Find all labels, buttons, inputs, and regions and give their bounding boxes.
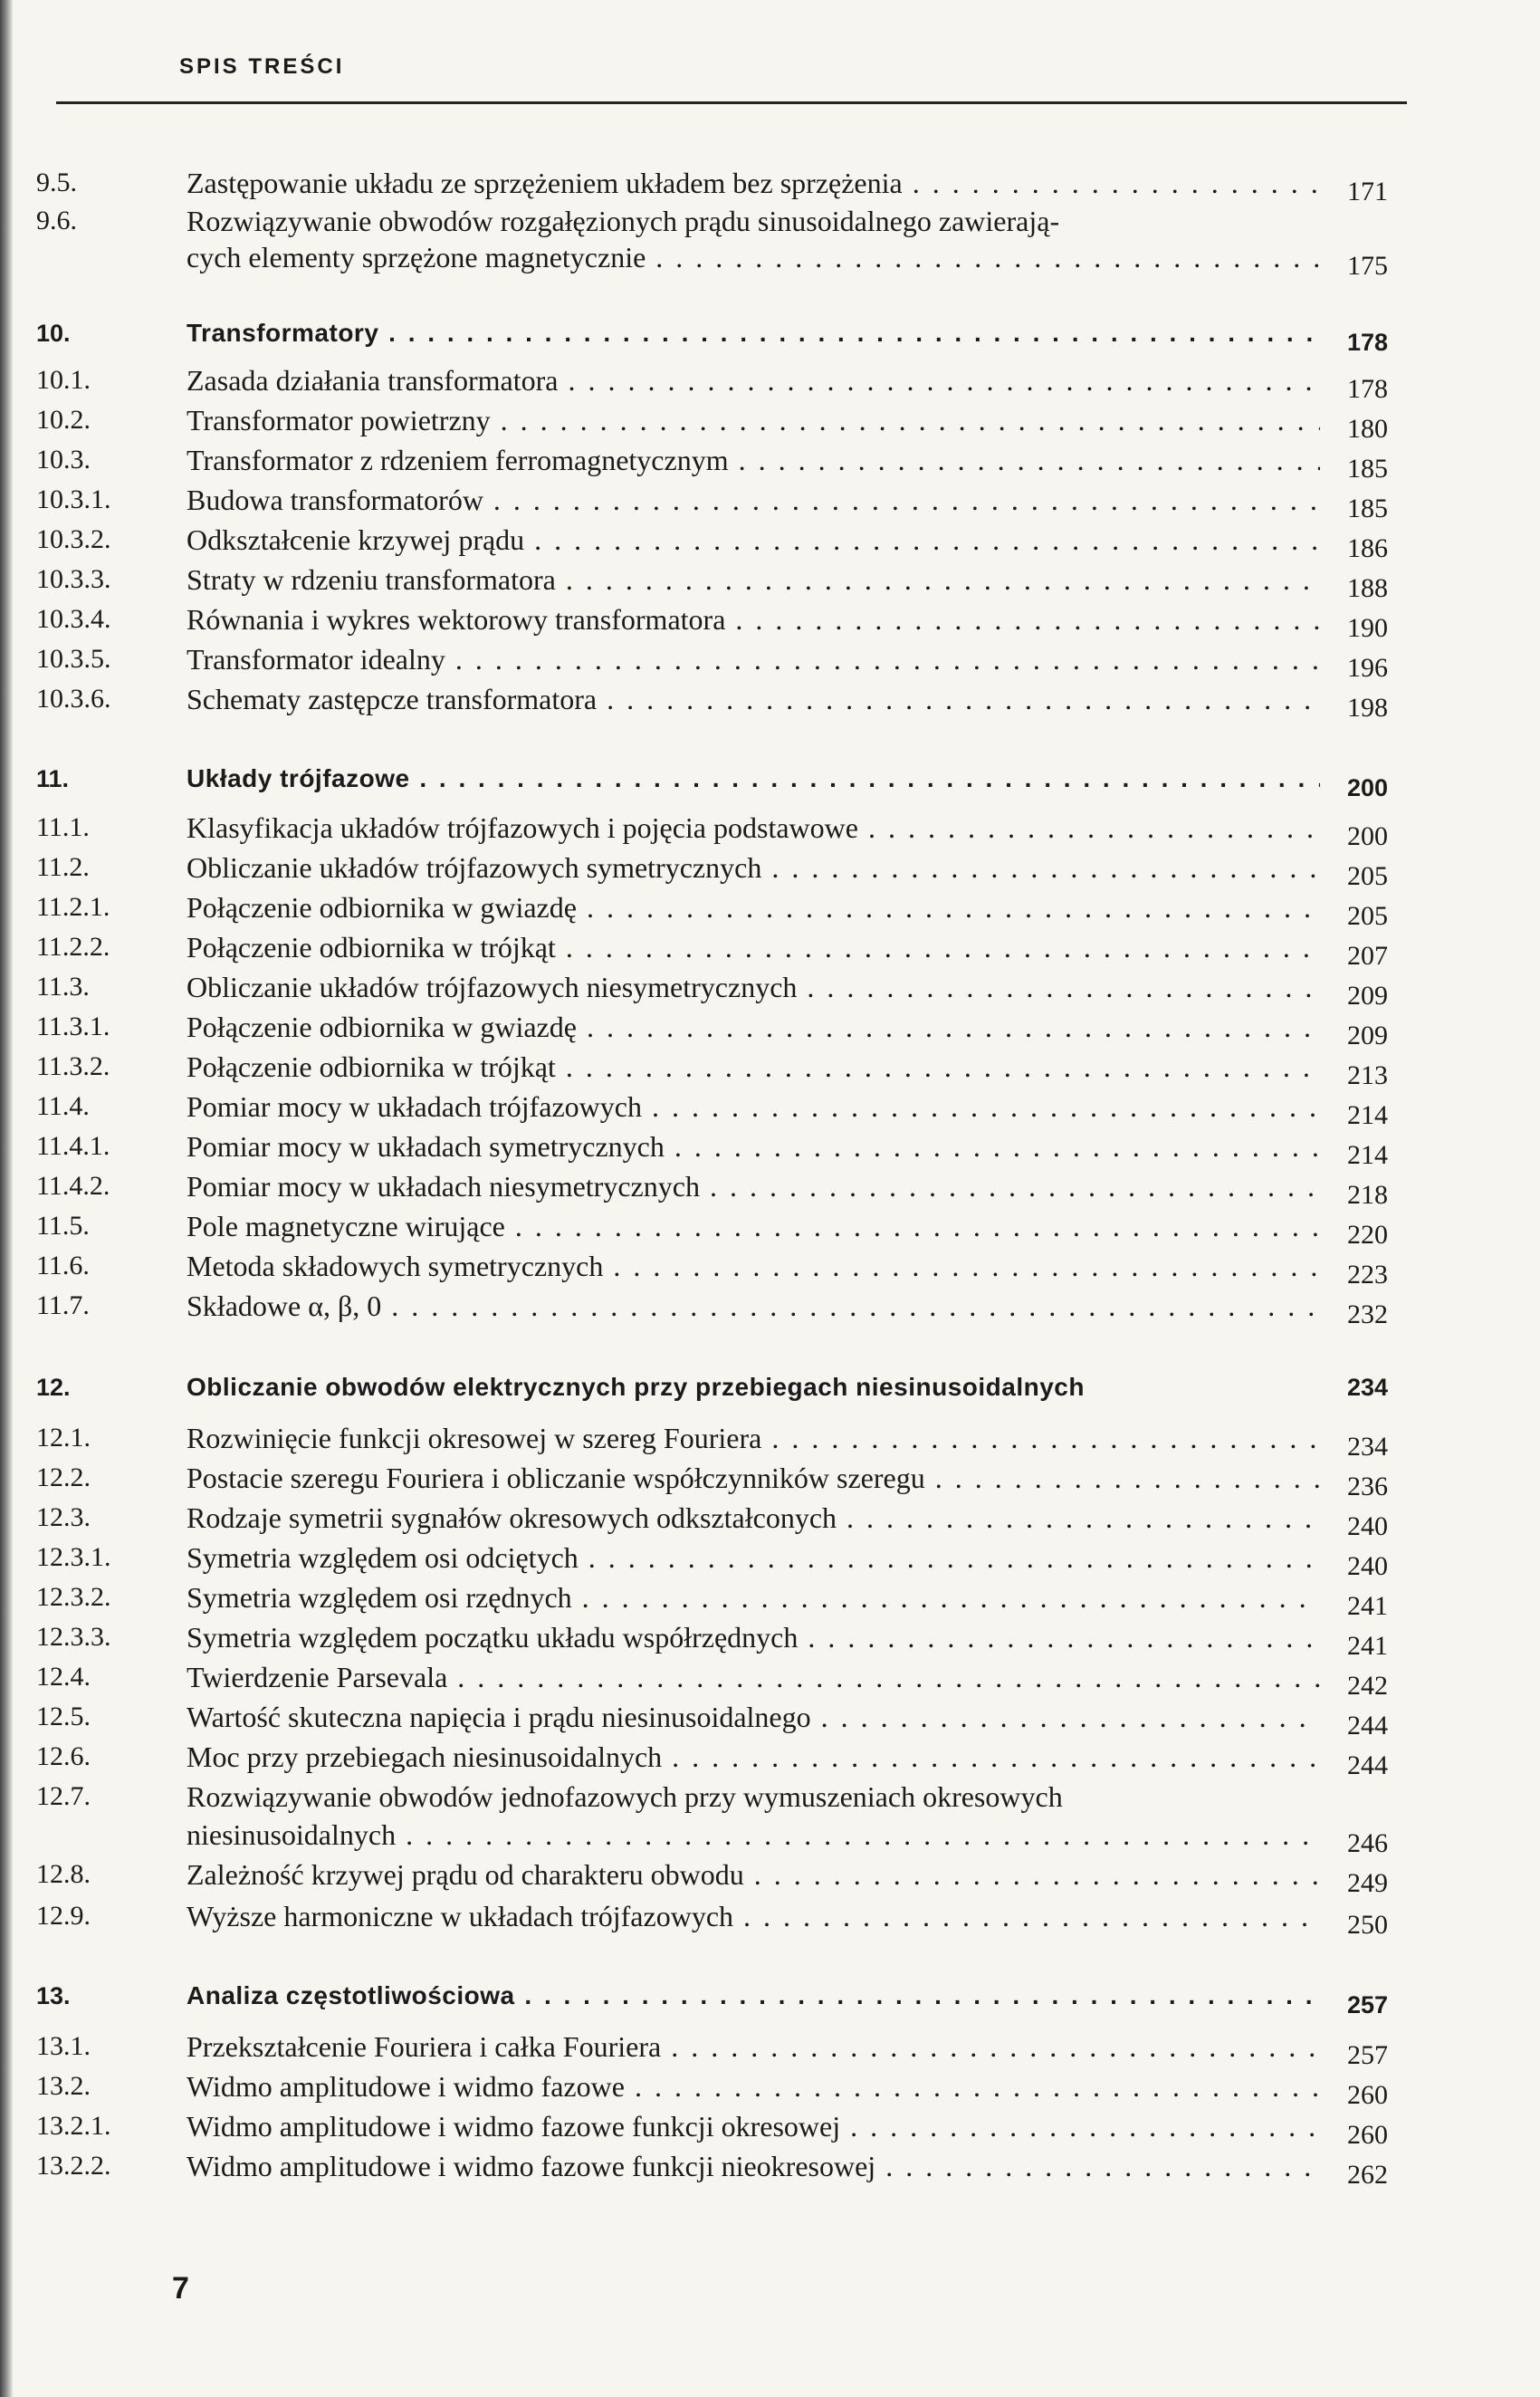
toc-entry-page: 175 (1347, 251, 1388, 281)
toc-entry-number: 12.4. (36, 1662, 91, 1692)
toc-entry-page: 205 (1347, 901, 1388, 931)
toc-entry-number: 12.3.3. (36, 1622, 111, 1652)
toc-entry-page: 185 (1347, 454, 1388, 484)
toc-entry-page: 188 (1347, 573, 1388, 603)
toc-entry-row (0, 1697, 1540, 1740)
toc-entry-page: 220 (1347, 1220, 1388, 1250)
toc-entry-row (0, 201, 1540, 241)
toc-entry-page: 257 (1347, 2040, 1388, 2070)
toc-entry-page: 186 (1347, 533, 1388, 563)
toc-entry-page: 218 (1347, 1180, 1388, 1210)
toc-entry-page: 213 (1347, 1060, 1388, 1090)
header-rule (56, 101, 1407, 104)
toc-entry-page: 244 (1347, 1750, 1388, 1780)
toc-entry-row (0, 679, 1540, 723)
toc-entry-row (0, 1896, 1540, 1940)
toc-entry-number: 11.3.2. (36, 1051, 110, 1081)
toc-entry-number: 11.4.2. (36, 1171, 110, 1201)
toc-entry-number: 11.3. (36, 972, 90, 1002)
toc-entry-row (0, 560, 1540, 603)
toc-entry-number: 10.1. (36, 365, 91, 395)
toc-entry-row (0, 1206, 1540, 1250)
toc-entry-page: 241 (1347, 1631, 1388, 1661)
toc-entry-page: 209 (1347, 1021, 1388, 1050)
toc-entry-row (0, 927, 1540, 971)
toc-entry-title: Transformatory . . . (187, 313, 1320, 353)
toc-entry-page: 234 (1346, 1374, 1388, 1401)
toc-entry-number: 11.2.1. (36, 892, 110, 922)
toc-entry-title: Pomiar mocy w układach niesymetrycznych . . . (187, 1166, 1320, 1206)
toc-entry-page: 200 (1346, 774, 1388, 801)
toc-entry-page: 223 (1347, 1260, 1388, 1290)
toc-entry-number: 12.1. (36, 1423, 91, 1453)
toc-entry-page: 232 (1347, 1299, 1388, 1329)
toc-entry-page: 205 (1347, 861, 1388, 891)
toc-entry-page: 244 (1347, 1711, 1388, 1740)
toc-entry-number: 13.2.1. (36, 2111, 111, 2141)
toc-entry-title: Symetria względem początku układu współrzędnych . . . (187, 1617, 1320, 1657)
toc-entry-row (0, 1737, 1540, 1780)
toc-entry-number: 10.3.5. (36, 644, 111, 674)
toc-entry-number: 12.5. (36, 1702, 91, 1731)
toc-entry-page: 240 (1347, 1551, 1388, 1581)
toc-entry-number: 11.4. (36, 1091, 90, 1121)
toc-entry-page: 214 (1347, 1100, 1388, 1130)
toc-entry-number: 11.2. (36, 852, 90, 882)
toc-entry-row (0, 1286, 1540, 1329)
toc-entry-title: Symetria względem osi odciętych . . . (187, 1538, 1320, 1577)
toc-entry-page: 241 (1347, 1591, 1388, 1621)
toc-entry-title: Transformator idealny . . . (187, 639, 1320, 679)
toc-entry-page: 260 (1347, 2080, 1388, 2110)
toc-entry-number: 9.6. (36, 206, 77, 235)
toc-entry-row (0, 237, 1540, 281)
toc-entry-page: 249 (1347, 1868, 1388, 1898)
toc-entry-page: 178 (1346, 329, 1388, 356)
toc-entry-title: Pole magnetyczne wirujące . . . (187, 1206, 1320, 1246)
toc-entry-row (0, 1498, 1540, 1541)
toc-entry-title: Zasada działania transformatora . . . (187, 360, 1320, 400)
toc-entry-number: 11.1. (36, 812, 90, 842)
toc-entry-number: 10.3.2. (36, 524, 111, 554)
toc-entry-number: 11.6. (36, 1251, 90, 1280)
toc-entry-page: 250 (1347, 1910, 1388, 1940)
toc-entry-number: 12. (36, 1374, 71, 1401)
toc-chapter-row (0, 759, 1540, 799)
toc-entry-page: 214 (1347, 1140, 1388, 1170)
toc-entry-title: Schematy zastępcze transformatora . . . (187, 679, 1320, 719)
toc-entry-number: 13.2. (36, 2071, 91, 2101)
toc-entry-number: 9.5. (36, 168, 77, 197)
toc-entry-row (0, 1458, 1540, 1501)
toc-entry-number: 11.3.1. (36, 1012, 110, 1041)
toc-entry-row (0, 1617, 1540, 1661)
toc-entry-row (0, 440, 1540, 484)
toc-entry-page: 207 (1347, 941, 1388, 971)
toc-entry-row (0, 1418, 1540, 1462)
toc-entry-title: Transformator z rdzeniem ferromagnetycznym . . . (187, 440, 1320, 480)
toc-entry-number: 10.3.3. (36, 564, 111, 594)
toc-entry-row (0, 808, 1540, 851)
toc-entry-title: Połączenie odbiornika w trójkąt . . . (187, 1047, 1320, 1087)
toc-entry-page: 200 (1347, 821, 1388, 851)
toc-entry-number: 13.2.2. (36, 2151, 111, 2181)
toc-entry-title: Połączenie odbiornika w trójkąt . . . (187, 927, 1320, 967)
toc-entry-number: 12.9. (36, 1901, 91, 1931)
toc-entry-title: Budowa transformatorów . . . (187, 480, 1320, 520)
toc-entry-title: Połączenie odbiornika w gwiazdę . . . (187, 1007, 1320, 1047)
toc-entry-title: Klasyfikacja układów trójfazowych i pojęcia podstawowe . . . (187, 808, 1320, 848)
toc-entry-number: 12.3.1. (36, 1542, 111, 1572)
toc-entry-page: 240 (1347, 1511, 1388, 1541)
toc-entry-number: 11.7. (36, 1290, 90, 1320)
toc-entry-row (0, 1855, 1540, 1898)
toc-entry-number: 12.7. (36, 1781, 91, 1811)
toc-entry-number: 12.2. (36, 1462, 91, 1492)
toc-entry-page: 242 (1347, 1671, 1388, 1701)
toc-chapter-row (0, 1976, 1540, 2016)
toc-entry-row (0, 2146, 1540, 2190)
toc-entry-row (0, 639, 1540, 683)
toc-entry-page: 185 (1347, 494, 1388, 523)
toc-entry-title: Obliczanie układów trójfazowych symetrycznych . . . (187, 848, 1320, 887)
toc-entry-row (0, 1815, 1540, 1858)
toc-entry-page: 246 (1347, 1828, 1388, 1858)
toc-entry-row (0, 848, 1540, 891)
toc-entry-page: 234 (1347, 1432, 1388, 1462)
toc-entry-title: Widmo amplitudowe i widmo fazowe funkcji nieokresowej . . . (187, 2146, 1320, 2186)
toc-entry-title: Transformator powietrzny . . . (187, 400, 1320, 440)
toc-entry-number: 10. (36, 320, 71, 347)
toc-entry-number: 11.2.2. (36, 932, 110, 962)
toc-entry-row (0, 1777, 1540, 1817)
toc-entry-row (0, 1538, 1540, 1581)
toc-entry-title: Postacie szeregu Fouriera i obliczanie współczynników szeregu . . . (187, 1458, 1320, 1498)
toc-entry-number: 12.3. (36, 1502, 91, 1532)
toc-chapter-row (0, 1367, 1540, 1407)
toc-entry-title: Straty w rdzeniu transformatora . . . (187, 560, 1320, 599)
toc-entry-title: Symetria względem osi rzędnych . . . (187, 1577, 1320, 1617)
toc-entry-page: 190 (1347, 613, 1388, 643)
toc-entry-title: Widmo amplitudowe i widmo fazowe funkcji okresowej . . . (187, 2106, 1320, 2146)
toc-entry-title: Obliczanie obwodów elektrycznych przy przebiegach niesinusoidalnych (187, 1373, 1085, 1401)
toc-entry-page: 236 (1347, 1472, 1388, 1501)
toc-entry-number: 11.5. (36, 1211, 90, 1241)
toc-entry-row (0, 1166, 1540, 1210)
toc-entry-title: Obliczanie układów trójfazowych niesymetrycznych . . . (187, 967, 1320, 1007)
toc-entry-title: Zastępowanie układu ze sprzężeniem układem bez sprzężenia . . . (187, 163, 1320, 203)
toc-entry-row (0, 967, 1540, 1011)
toc-entry-number: 12.8. (36, 1859, 91, 1889)
toc-entry-row (0, 520, 1540, 563)
toc-entry-page: 178 (1347, 374, 1388, 404)
toc-entry-row (0, 1246, 1540, 1290)
toc-entry-row (0, 599, 1540, 643)
toc-entry-number: 12.3.2. (36, 1582, 111, 1612)
toc-entry-row (0, 163, 1540, 206)
toc-entry-title: Rozwinięcie funkcji okresowej w szereg Fouriera . . . (187, 1418, 1320, 1458)
toc-entry-row (0, 400, 1540, 444)
toc-entry-title: Twierdzenie Parsevala . . . (187, 1657, 1320, 1697)
toc-entry-row (0, 480, 1540, 523)
toc-entry-title: Widmo amplitudowe i widmo fazowe . . . (187, 2066, 1320, 2106)
toc-entry-title: Zależność krzywej prądu od charakteru obwodu . . . (187, 1855, 1320, 1894)
toc-entry-title: Wartość skuteczna napięcia i prądu niesinusoidalnego . . . (187, 1697, 1320, 1737)
toc-entry-title: niesinusoidalnych . . . (187, 1815, 1320, 1855)
toc-entry-page: 180 (1347, 414, 1388, 444)
toc-entry-number: 10.3.6. (36, 684, 111, 714)
toc-entry-row (0, 1577, 1540, 1621)
toc-entry-title: Wyższe harmoniczne w układach trójfazowych . . . (187, 1896, 1320, 1936)
toc-entry-number: 10.3.1. (36, 484, 111, 514)
toc-entry-row (0, 2027, 1540, 2070)
toc-entry-page: 171 (1347, 177, 1388, 206)
toc-entry-title: Połączenie odbiornika w gwiazdę . . . (187, 887, 1320, 927)
toc-entry-number: 10.3.4. (36, 604, 111, 634)
toc-entry-row (0, 1087, 1540, 1130)
toc-entry-title: Metoda składowych symetrycznych . . . (187, 1246, 1320, 1286)
toc-entry-title: Rozwiązywanie obwodów jednofazowych przy wymuszeniach okresowych (187, 1780, 1063, 1813)
toc-entry-title: Rozwiązywanie obwodów rozgałęzionych prądu sinusoidalnego zawierają- (187, 205, 1060, 237)
toc-entry-row (0, 2066, 1540, 2110)
toc-entry-number: 13. (36, 1982, 71, 2009)
toc-entry-title: Moc przy przebiegach niesinusoidalnych . . . (187, 1737, 1320, 1777)
toc-entry-title: Pomiar mocy w układach trójfazowych . . . (187, 1087, 1320, 1127)
toc-entry-title: Składowe α, β, 0 . . . (187, 1286, 1320, 1326)
page-number: 7 (172, 2271, 189, 2306)
toc-entry-row (0, 1007, 1540, 1050)
toc-entry-title: Odkształcenie krzywej prądu . . . (187, 520, 1320, 560)
toc-entry-number: 10.3. (36, 445, 91, 475)
toc-entry-title: Układy trójfazowe . . . (187, 759, 1320, 799)
toc-entry-title: Równania i wykres wektorowy transformatora . . . (187, 599, 1320, 639)
toc-entry-page: 198 (1347, 693, 1388, 723)
toc-entry-number: 11. (36, 765, 70, 792)
toc-entry-title: Analiza częstotliwościowa . . . (187, 1976, 1320, 2016)
toc-entry-row (0, 2106, 1540, 2150)
toc-entry-title: Rodzaje symetrii sygnałów okresowych odkształconych . . . (187, 1498, 1320, 1538)
toc-entry-title: Przekształcenie Fouriera i całka Fouriera . . . (187, 2027, 1320, 2066)
toc-entry-row (0, 887, 1540, 931)
toc-entry-number: 10.2. (36, 405, 91, 435)
toc-entry-number: 12.6. (36, 1741, 91, 1771)
toc-chapter-row (0, 313, 1540, 356)
running-head: SPIS TREŚCI (179, 54, 345, 79)
toc-entry-row (0, 1657, 1540, 1701)
toc-entry-number: 13.1. (36, 2031, 91, 2061)
toc-entry-number: 11.4.1. (36, 1131, 110, 1161)
toc-entry-title: cych elementy sprzężone magnetycznie . . . (187, 237, 1320, 277)
toc-entry-row (0, 1127, 1540, 1170)
toc-entry-page: 257 (1346, 1991, 1388, 2018)
toc-entry-row (0, 1047, 1540, 1090)
toc-entry-page: 260 (1347, 2120, 1388, 2150)
toc-entry-page: 196 (1347, 653, 1388, 683)
toc-entry-page: 262 (1347, 2160, 1388, 2190)
toc-entry-page: 209 (1347, 981, 1388, 1011)
toc-entry-row (0, 360, 1540, 404)
toc-entry-title: Pomiar mocy w układach symetrycznych . . . (187, 1127, 1320, 1166)
